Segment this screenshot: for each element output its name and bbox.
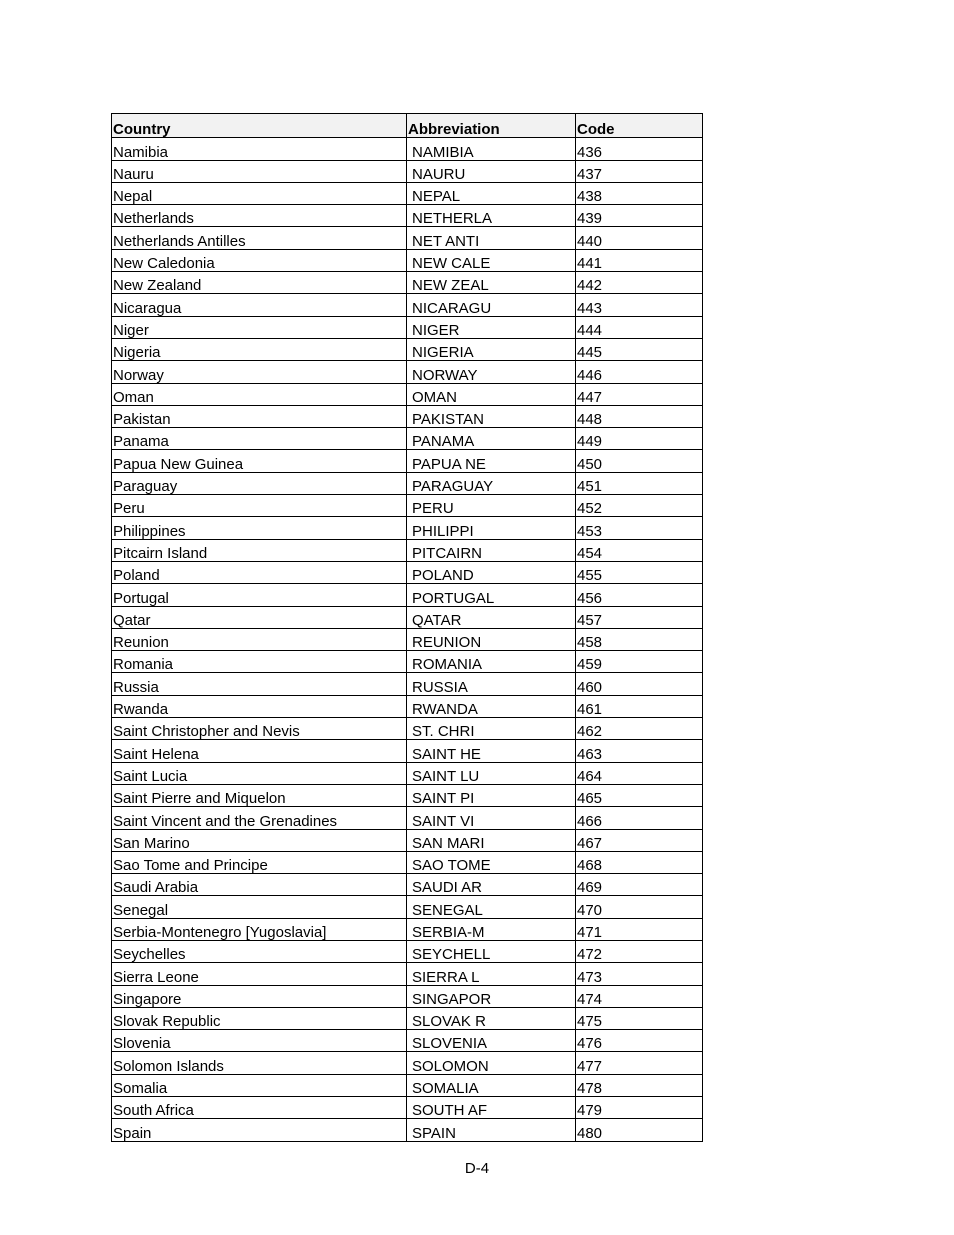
- code-cell: 459: [576, 651, 703, 673]
- table-row: [112, 851, 703, 873]
- code-cell: 438: [576, 182, 703, 204]
- table-row: [112, 628, 703, 650]
- table-row: [112, 383, 703, 405]
- abbreviation-cell: SAINT LU: [407, 762, 576, 784]
- abbreviation-cell: SOLOMON: [407, 1052, 576, 1074]
- code-cell: 472: [576, 940, 703, 962]
- table-row: [112, 807, 703, 829]
- table-row: [112, 1119, 703, 1141]
- country-cell: Netherlands Antilles: [112, 227, 407, 249]
- abbreviation-cell: SLOVENIA: [407, 1030, 576, 1052]
- table-row: [112, 1097, 703, 1119]
- abbreviation-cell: SERBIA-M: [407, 918, 576, 940]
- table-row: [112, 963, 703, 985]
- abbreviation-cell: PAKISTAN: [407, 405, 576, 427]
- header-row: [112, 114, 703, 138]
- country-cell: Saint Vincent and the Grenadines: [112, 807, 407, 829]
- code-cell: 476: [576, 1030, 703, 1052]
- code-cell: 461: [576, 695, 703, 717]
- table-row: [112, 138, 703, 160]
- code-cell: 460: [576, 673, 703, 695]
- abbreviation-cell: NAMIBIA: [407, 138, 576, 160]
- country-cell: Netherlands: [112, 205, 407, 227]
- code-cell: 454: [576, 539, 703, 561]
- table-row: [112, 606, 703, 628]
- abbreviation-cell: SAINT VI: [407, 807, 576, 829]
- code-cell: 462: [576, 718, 703, 740]
- abbreviation-cell: SLOVAK R: [407, 1007, 576, 1029]
- table-row: [112, 829, 703, 851]
- abbreviation-cell: ROMANIA: [407, 651, 576, 673]
- table-row: [112, 874, 703, 896]
- code-cell: 470: [576, 896, 703, 918]
- country-cell: Slovak Republic: [112, 1007, 407, 1029]
- abbreviation-cell: PERU: [407, 495, 576, 517]
- abbreviation-cell: SAUDI AR: [407, 874, 576, 896]
- table-row: [112, 272, 703, 294]
- country-cell: Paraguay: [112, 472, 407, 494]
- code-cell: 440: [576, 227, 703, 249]
- abbreviation-cell: SAO TOME: [407, 851, 576, 873]
- abbreviation-cell: PITCAIRN: [407, 539, 576, 561]
- country-cell: Senegal: [112, 896, 407, 918]
- abbreviation-cell: NEPAL: [407, 182, 576, 204]
- country-cell: Slovenia: [112, 1030, 407, 1052]
- country-cell: Solomon Islands: [112, 1052, 407, 1074]
- table-row: [112, 695, 703, 717]
- abbreviation-cell: SOMALIA: [407, 1074, 576, 1096]
- code-cell: 452: [576, 495, 703, 517]
- abbreviation-cell: QATAR: [407, 606, 576, 628]
- code-cell: 445: [576, 338, 703, 360]
- table-row: [112, 918, 703, 940]
- country-cell: Spain: [112, 1119, 407, 1141]
- table-row: [112, 316, 703, 338]
- country-cell: Peru: [112, 495, 407, 517]
- country-cell: Portugal: [112, 584, 407, 606]
- country-cell: Pitcairn Island: [112, 539, 407, 561]
- table-row: [112, 428, 703, 450]
- country-cell: Nepal: [112, 182, 407, 204]
- abbreviation-cell: POLAND: [407, 561, 576, 583]
- country-cell: Saudi Arabia: [112, 874, 407, 896]
- abbreviation-cell: NIGER: [407, 316, 576, 338]
- abbreviation-cell: SEYCHELL: [407, 940, 576, 962]
- abbreviation-cell: PANAMA: [407, 428, 576, 450]
- country-cell: South Africa: [112, 1097, 407, 1119]
- table-row: [112, 249, 703, 271]
- abbreviation-cell: SOUTH AF: [407, 1097, 576, 1119]
- country-cell: Niger: [112, 316, 407, 338]
- code-cell: 474: [576, 985, 703, 1007]
- abbreviation-cell: NICARAGU: [407, 294, 576, 316]
- code-cell: 480: [576, 1119, 703, 1141]
- abbreviation-cell: NET ANTI: [407, 227, 576, 249]
- table-row: [112, 1007, 703, 1029]
- table-row: [112, 561, 703, 583]
- country-cell: Papua New Guinea: [112, 450, 407, 472]
- abbreviation-cell: SINGAPOR: [407, 985, 576, 1007]
- country-cell: Sierra Leone: [112, 963, 407, 985]
- code-cell: 473: [576, 963, 703, 985]
- country-cell: New Caledonia: [112, 249, 407, 271]
- country-cell: Norway: [112, 361, 407, 383]
- code-cell: 464: [576, 762, 703, 784]
- abbreviation-cell: PAPUA NE: [407, 450, 576, 472]
- table-row: [112, 1030, 703, 1052]
- code-cell: 448: [576, 405, 703, 427]
- code-cell: 466: [576, 807, 703, 829]
- abbreviation-cell: PHILIPPI: [407, 517, 576, 539]
- country-cell: Namibia: [112, 138, 407, 160]
- table-row: [112, 673, 703, 695]
- code-cell: 451: [576, 472, 703, 494]
- country-cell: Rwanda: [112, 695, 407, 717]
- code-cell: 478: [576, 1074, 703, 1096]
- abbreviation-cell: PORTUGAL: [407, 584, 576, 606]
- abbreviation-cell: NAURU: [407, 160, 576, 182]
- abbreviation-cell: NETHERLA: [407, 205, 576, 227]
- table-row: [112, 294, 703, 316]
- code-cell: 442: [576, 272, 703, 294]
- table-row: [112, 1052, 703, 1074]
- country-code-table: [111, 113, 703, 1142]
- abbreviation-cell: PARAGUAY: [407, 472, 576, 494]
- code-cell: 447: [576, 383, 703, 405]
- code-cell: 444: [576, 316, 703, 338]
- abbreviation-cell: NEW CALE: [407, 249, 576, 271]
- code-cell: 439: [576, 205, 703, 227]
- abbreviation-cell: SPAIN: [407, 1119, 576, 1141]
- code-cell: 441: [576, 249, 703, 271]
- table-row: [112, 718, 703, 740]
- table-row: [112, 405, 703, 427]
- table-row: [112, 584, 703, 606]
- country-cell: Philippines: [112, 517, 407, 539]
- code-cell: 458: [576, 628, 703, 650]
- country-cell: Saint Christopher and Nevis: [112, 718, 407, 740]
- code-cell: 453: [576, 517, 703, 539]
- column-header-abbreviation: Abbreviation: [407, 114, 576, 138]
- table-row: [112, 450, 703, 472]
- abbreviation-cell: SAINT HE: [407, 740, 576, 762]
- code-cell: 471: [576, 918, 703, 940]
- country-cell: Nauru: [112, 160, 407, 182]
- code-cell: 475: [576, 1007, 703, 1029]
- table-header: [112, 114, 703, 138]
- abbreviation-cell: NIGERIA: [407, 338, 576, 360]
- code-cell: 468: [576, 851, 703, 873]
- table-row: [112, 361, 703, 383]
- country-cell: Serbia-Montenegro [Yugoslavia]: [112, 918, 407, 940]
- country-cell: Pakistan: [112, 405, 407, 427]
- country-cell: Saint Pierre and Miquelon: [112, 784, 407, 806]
- country-cell: Nicaragua: [112, 294, 407, 316]
- table-row: [112, 182, 703, 204]
- code-cell: 443: [576, 294, 703, 316]
- country-cell: Oman: [112, 383, 407, 405]
- table-row: [112, 495, 703, 517]
- abbreviation-cell: RWANDA: [407, 695, 576, 717]
- table-row: [112, 740, 703, 762]
- code-cell: 479: [576, 1097, 703, 1119]
- country-cell: Saint Lucia: [112, 762, 407, 784]
- country-cell: Seychelles: [112, 940, 407, 962]
- abbreviation-cell: OMAN: [407, 383, 576, 405]
- country-cell: Saint Helena: [112, 740, 407, 762]
- table-body: [112, 138, 703, 1141]
- country-cell: Somalia: [112, 1074, 407, 1096]
- table-row: [112, 896, 703, 918]
- code-cell: 449: [576, 428, 703, 450]
- table-row: [112, 205, 703, 227]
- abbreviation-cell: RUSSIA: [407, 673, 576, 695]
- table-row: [112, 338, 703, 360]
- code-cell: 446: [576, 361, 703, 383]
- abbreviation-cell: SIERRA L: [407, 963, 576, 985]
- table-row: [112, 651, 703, 673]
- code-cell: 457: [576, 606, 703, 628]
- table-row: [112, 227, 703, 249]
- country-cell: Russia: [112, 673, 407, 695]
- country-cell: Poland: [112, 561, 407, 583]
- country-cell: Singapore: [112, 985, 407, 1007]
- country-cell: Qatar: [112, 606, 407, 628]
- table-row: [112, 1074, 703, 1096]
- code-cell: 436: [576, 138, 703, 160]
- code-cell: 455: [576, 561, 703, 583]
- abbreviation-cell: REUNION: [407, 628, 576, 650]
- country-cell: Sao Tome and Principe: [112, 851, 407, 873]
- code-cell: 463: [576, 740, 703, 762]
- table-row: [112, 472, 703, 494]
- country-cell: Panama: [112, 428, 407, 450]
- abbreviation-cell: SAINT PI: [407, 784, 576, 806]
- country-cell: San Marino: [112, 829, 407, 851]
- abbreviation-cell: NEW ZEAL: [407, 272, 576, 294]
- column-header-code: Code: [576, 114, 703, 138]
- table-row: [112, 517, 703, 539]
- code-cell: 450: [576, 450, 703, 472]
- table-row: [112, 985, 703, 1007]
- country-cell: New Zealand: [112, 272, 407, 294]
- country-cell: Romania: [112, 651, 407, 673]
- abbreviation-cell: ST. CHRI: [407, 718, 576, 740]
- table-row: [112, 940, 703, 962]
- table-row: [112, 539, 703, 561]
- code-cell: 467: [576, 829, 703, 851]
- abbreviation-cell: SENEGAL: [407, 896, 576, 918]
- code-cell: 469: [576, 874, 703, 896]
- table-row: [112, 784, 703, 806]
- table-row: [112, 762, 703, 784]
- table-row: [112, 160, 703, 182]
- abbreviation-cell: NORWAY: [407, 361, 576, 383]
- code-cell: 477: [576, 1052, 703, 1074]
- page-number: D-4: [464, 1160, 490, 1177]
- column-header-country: Country: [112, 114, 407, 138]
- code-cell: 465: [576, 784, 703, 806]
- country-cell: Reunion: [112, 628, 407, 650]
- abbreviation-cell: SAN MARI: [407, 829, 576, 851]
- code-cell: 456: [576, 584, 703, 606]
- code-cell: 437: [576, 160, 703, 182]
- country-cell: Nigeria: [112, 338, 407, 360]
